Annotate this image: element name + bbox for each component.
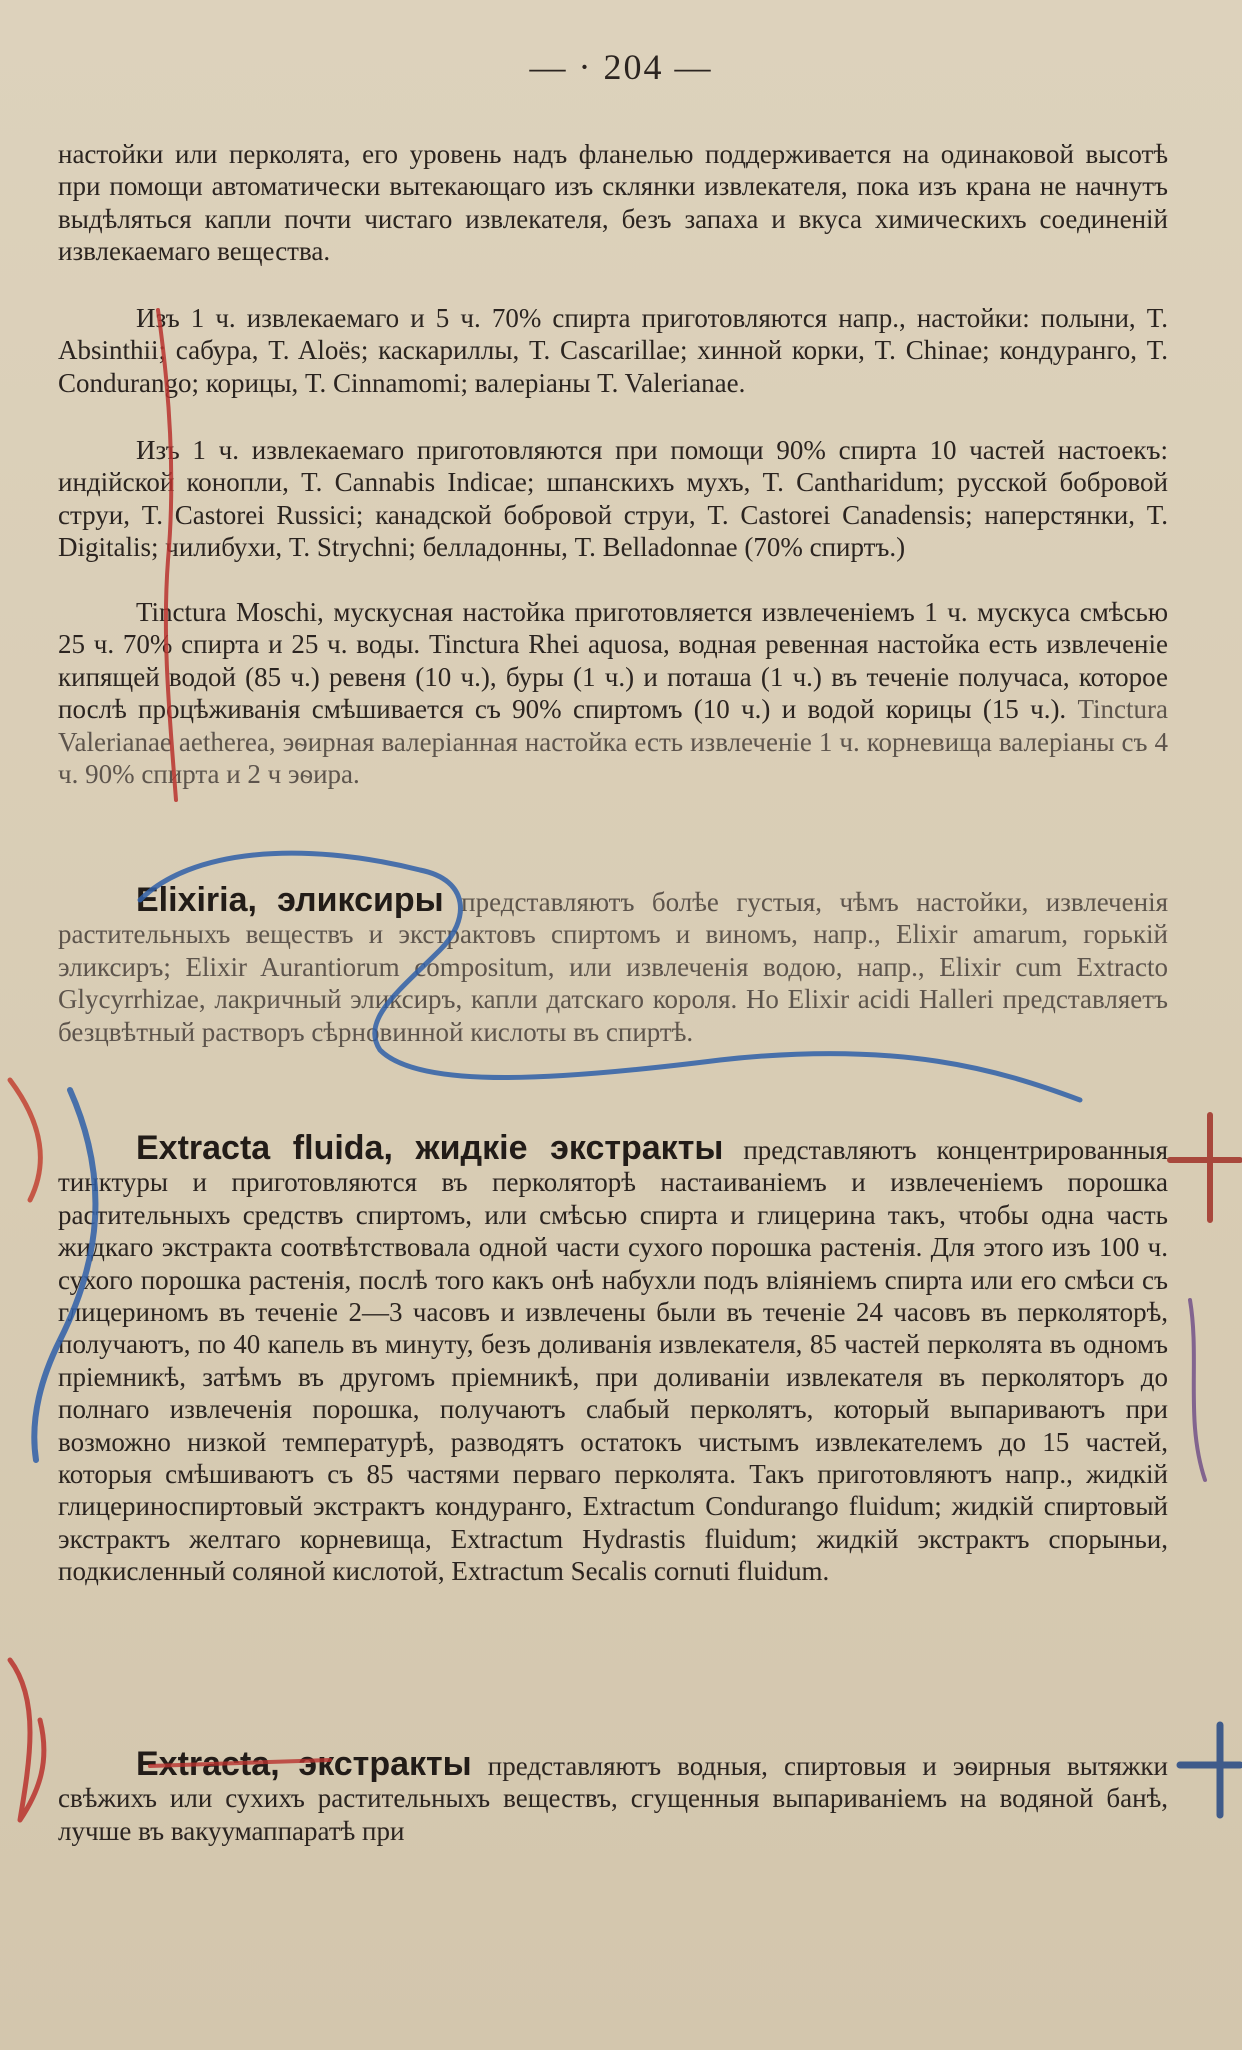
red-pencil-margin-lower [10,1660,44,1820]
section-heading-extracta: Extracta, экстракты [136,1745,472,1783]
section-heading-elixiria: Elixiria, эликсиры [136,881,444,919]
paragraph-tinctura-moschi [58,596,1168,790]
paragraph-percolation: настойки или перколята, его уровень надъ фланелью поддерживается на одинаковой высотѣ при помощи автоматически вытекающаго изъ склянки извлекателя, пока изъ крана не начнутъ выдѣляться капли почти чистаго извлекателя, безъ запаха и вкуса химическихъ соединенiй извлекаемаго вещества. [58,139,1168,267]
tinctura-valerianae-text: Tinctura Valerianae aetherea, эѳирная валерiанная настойка есть извлеченiе 1 ч. корневища валерiаны съ 4 ч. 90% спирта и 2 ч эѳира. [58,694,1169,790]
violet-pencil-margin-scribble [1190,1300,1205,1480]
page-number: — · 204 — [529,47,713,87]
section-body-extracta-fluida: представляютъ концентрированныя тинктуры и приготовляются въ перколяторѣ настаиванiемъ и извлеченiемъ порошка растительныхъ средствъ спиртомъ, или смѣсью спирта и глицерина такъ, чтобы одна часть жидкаго экстракта соотвѣтствовала одной части сухого порошка растенiя. Для этого изъ 100 ч. сухого порошка растенiя, послѣ того какъ онѣ набухли подъ влiянiемъ спирта или его смѣси съ глицериномъ въ теченiе 2—3 часовъ и извлечены были въ теченiе 24 часовъ въ перколяторѣ, получаютъ, по 40 капель въ минуту, безъ доливанiя извлекателя, 85 частей перколята въ одномъ прiемникѣ, затѣмъ въ другомъ прiемникѣ, при доливанiи извлекателя въ перколяторъ до полнаго извлеченiя порошка, получаютъ слабый перколятъ, который выпариваютъ при возможно низкой температурѣ, разводятъ остатокъ чистымъ извлекателемъ до 15 частей, которыя смѣшиваютъ съ 85 частями перваго перколята. Такъ приготовляютъ напр., жидкiй глицериноспиртовый экстрактъ кондуранго, Extractum Condurango fluidum; жидкiй спиртовый экстрактъ желтаго корневища, Extractum Hydrastis fluidum; жидкiй экстрактъ спорыньи, подкисленный соляной кислотой, Extractum Secalis cornuti fluidum. [58,1135,1169,1587]
blue-plus-cross-bottom [1180,1725,1240,1815]
section-extracta [58,1745,1168,1847]
paragraph-tinctures-70: Изъ 1 ч. извлекаемаго и 5 ч. 70% спирта приготовляются напр., настойки: полыни, T. Absinthii; сабура, T. Aloës; каскариллы, T. Cascarillae; хинной корки, T. Chinae; кондуранго, T. Condurango; корицы, T. Cinnamomi; валерiаны T. Valerianae. [58,303,1168,398]
paragraph-tinctures-90: Изъ 1 ч. извлекаемаго приготовляются при помощи 90% спирта 10 частей настоекъ: индiйской конопли, T. Cannabis Indicae; шпанскихъ мухъ, T. Cantharidum; русской бобровой струи, T. Castorei Russici; канадской бобровой струи, T. Castorei Canadensis; наперстянки, T. Digitalis; чилибухи, T. Strychni; белладонны, T. Belladonnae (70% спиртъ.) [58,435,1168,563]
section-body-elixiria: представляютъ болѣе густыя, чѣмъ настойки, извлеченiя растительныхъ веществъ и экстрактовъ спиртомъ и виномъ, напр., Elixir amarum, горькiй эликсиръ; Elixir Aurantiorum compositum, или извлеченiя водою, напр., Elixir cum Extracto Glycyrrhizae, лакричный эликсиръ, капли датскаго короля. Но Elixir acidi Halleri представляетъ безцвѣтный растворъ сѣрновинной кислоты въ спиртѣ. [58,887,1168,1047]
section-elixiria [58,881,1168,1048]
red-pencil-margin-stroke [10,1080,40,1200]
section-body-extracta: представляютъ водныя, спиртовыя и эѳирныя вытяжки свѣжихъ или сухихъ растительныхъ веществъ, сгущенныя выпариванiемъ на водяной банѣ, лучше въ вакуумаппаратѣ при [58,1751,1168,1846]
red-plus-cross-top [1170,1115,1240,1220]
tinctura-moschi-text: Tinctura Moschi, мускусная настойка приготовляется извлеченiемъ 1 ч. мускуса смѣсью 25 ч. 70% спирта и 25 ч. воды. Tinctura Rhei aquosa, водная ревенная настойка есть извлеченiе кипящей водой (85 ч.) ревеня (10 ч.), буры (1 ч.) и поташа (1 ч.) въ теченiе получаса, которое послѣ процѣживанiя смѣшивается съ 90% спиртомъ (10 ч.) и водой корицы (15 ч.). [58,597,1168,725]
section-heading-extracta-fluida: Extracta fluida, жидкiе экстракты [136,1129,724,1167]
section-extracta-fluida [58,1129,1169,1588]
